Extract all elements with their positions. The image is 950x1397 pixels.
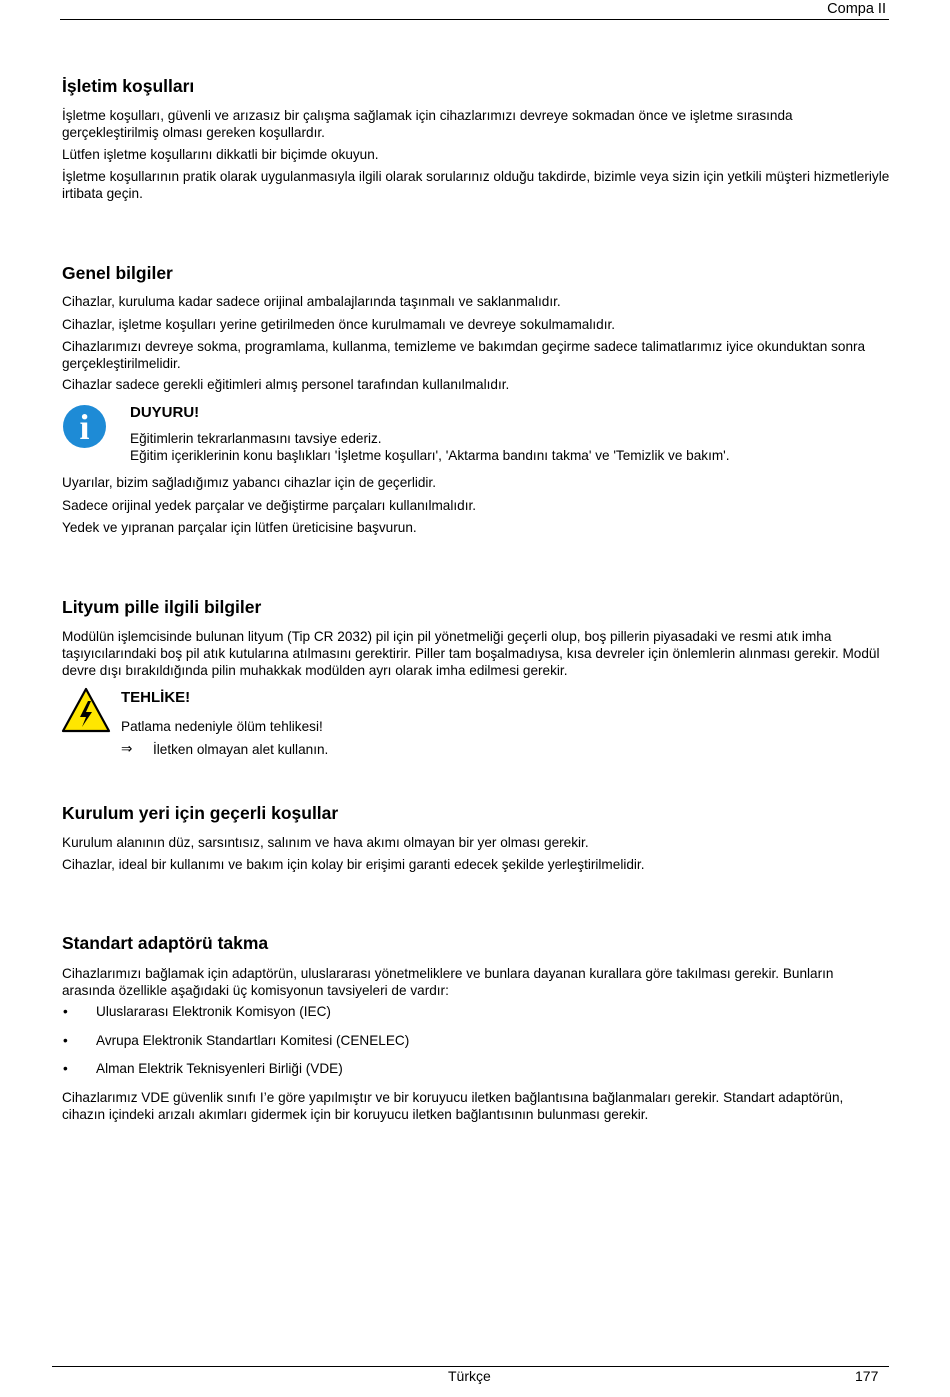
bullet-icon: • xyxy=(63,1004,68,1019)
general-paragraph-1: Cihazlar, kuruluma kadar sadece orijinal ambalajlarında taşınmalı ve saklanmalıdır. xyxy=(62,294,561,309)
section-heading-site: Kurulum yeri için geçerli koşullar xyxy=(62,803,339,823)
site-paragraph-2: Cihazlar, ideal bir kullanımı ve bakım için kolay bir erişimi garanti edecek şekilde yerleştirilmelidir. xyxy=(62,857,645,872)
general-paragraph-3: Cihazlarımızı devreye sokma, programlama, kullanma, temizleme ve bakımdan geçirme sadece talimatlarımız iyice okunduktan sonra gerçekleştirilmelidir. xyxy=(62,339,866,371)
adapter-paragraph-1: Cihazlarımızı bağlamak için adaptörün, uluslararası yönetmeliklere ve bunlara dayanan kurallara göre takılması gerekir. Bunların arasında özellikle aşağıdaki üç komisyonun tavsiyeleri de vardır: xyxy=(62,966,834,998)
general-paragraph-4: Cihazlar sadece gerekli eğitimleri almış personel tarafından kullanılmalıdır. xyxy=(62,377,510,392)
general-paragraph-5: Uyarılar, bizim sağladığımız yabancı cihazlar için de geçerlidir. xyxy=(62,475,436,490)
footer-rule xyxy=(52,1366,889,1367)
document-header-title: Compa II xyxy=(827,1,886,17)
adapter-paragraph-2: Cihazlarımız VDE güvenlik sınıfı I’e göre yapılmıştır ve bir koruyucu iletken bağlantısına bağlanmaları gerekir. Standart adaptörün, cihazın içindeki arızalı akımları gidermek için bir koruyucu iletken bağlantısının bulunması gerekir. xyxy=(62,1090,844,1122)
site-paragraph-1: Kurulum alanının düz, sarsıntısız, salınım ve hava akımı olmayan bir yer olması gerekir. xyxy=(62,835,589,850)
page-number: 177 xyxy=(855,1368,879,1384)
section-heading-adapter: Standart adaptörü takma xyxy=(62,933,269,953)
general-paragraph-2: Cihazlar, işletme koşulları yerine getirilmeden önce kurulmamalı ve devreye sokulmamalıdır. xyxy=(62,317,616,332)
lithium-paragraph-1: Modülün işlemcisinde bulunan lityum (Tip CR 2032) pil için pil yönetmeliği geçerli olup, boş pillerin piyasadaki ve resmi atık imha taşıyıcılarındaki boş pil atık kutularına atılmasını gerektirir. Piller tam boşalmadıysa, kısa devreler için önlemlerin alınması gerekir. Modül devre dışı bırakıldığında pilin muhakkak modülden ayrı olarak imha edilmesi gerekir. xyxy=(62,629,880,678)
general-paragraph-6: Sadece orijinal yedek parçalar ve değiştirme parçaları kullanılmalıdır. xyxy=(62,498,477,513)
operating-paragraph-1: İşletme koşulları, güvenli ve arızasız bir çalışma sağlamak için cihazlarımızı devreye sokmadan önce ve işletme sırasında gerçekleştirilmiş olması gereken koşullardır. xyxy=(62,108,793,140)
notice-line-1: Eğitimlerin tekrarlanmasını tavsiye ederiz. xyxy=(130,431,382,446)
section-heading-operating-conditions: İşletim koşulları xyxy=(62,76,195,96)
high-voltage-warning-icon xyxy=(61,687,111,733)
bullet-icon: • xyxy=(63,1061,68,1076)
operating-paragraph-2: Lütfen işletme koşullarını dikkatli bir biçimde okuyun. xyxy=(62,147,379,162)
list-item: Uluslararası Elektronik Komisyon (IEC) xyxy=(96,1004,331,1019)
bullet-icon: • xyxy=(63,1033,68,1048)
info-icon: i xyxy=(63,405,106,448)
operating-paragraph-3: İşletme koşullarının pratik olarak uygulanmasıyla ilgili olarak sorularınız olduğu takdirde, bizimle veya sizin için yetkili müşteri hizmetleriyle irtibata geçin. xyxy=(62,169,890,201)
general-paragraph-7: Yedek ve yıpranan parçalar için lütfen üreticisine başvurun. xyxy=(62,520,417,535)
section-heading-lithium: Lityum pille ilgili bilgiler xyxy=(62,597,262,617)
list-item: Alman Elektrik Teknisyenleri Birliği (VDE) xyxy=(96,1061,343,1076)
danger-title: TEHLİKE! xyxy=(121,689,191,706)
notice-title: DUYURU! xyxy=(130,404,200,421)
danger-action: İletken olmayan alet kullanın. xyxy=(153,742,329,757)
section-heading-general: Genel bilgiler xyxy=(62,263,173,283)
header-rule xyxy=(60,19,889,20)
danger-line-1: Patlama nedeniyle ölüm tehlikesi! xyxy=(121,719,323,734)
arrow-icon: ⇒ xyxy=(121,741,133,756)
list-item: Avrupa Elektronik Standartları Komitesi (CENELEC) xyxy=(96,1033,410,1048)
footer-language: Türkçe xyxy=(448,1368,491,1384)
notice-line-2: Eğitim içeriklerinin konu başlıkları 'İşletme koşulları', 'Aktarma bandını takma' ve 'Temizlik ve bakım'. xyxy=(130,448,730,463)
